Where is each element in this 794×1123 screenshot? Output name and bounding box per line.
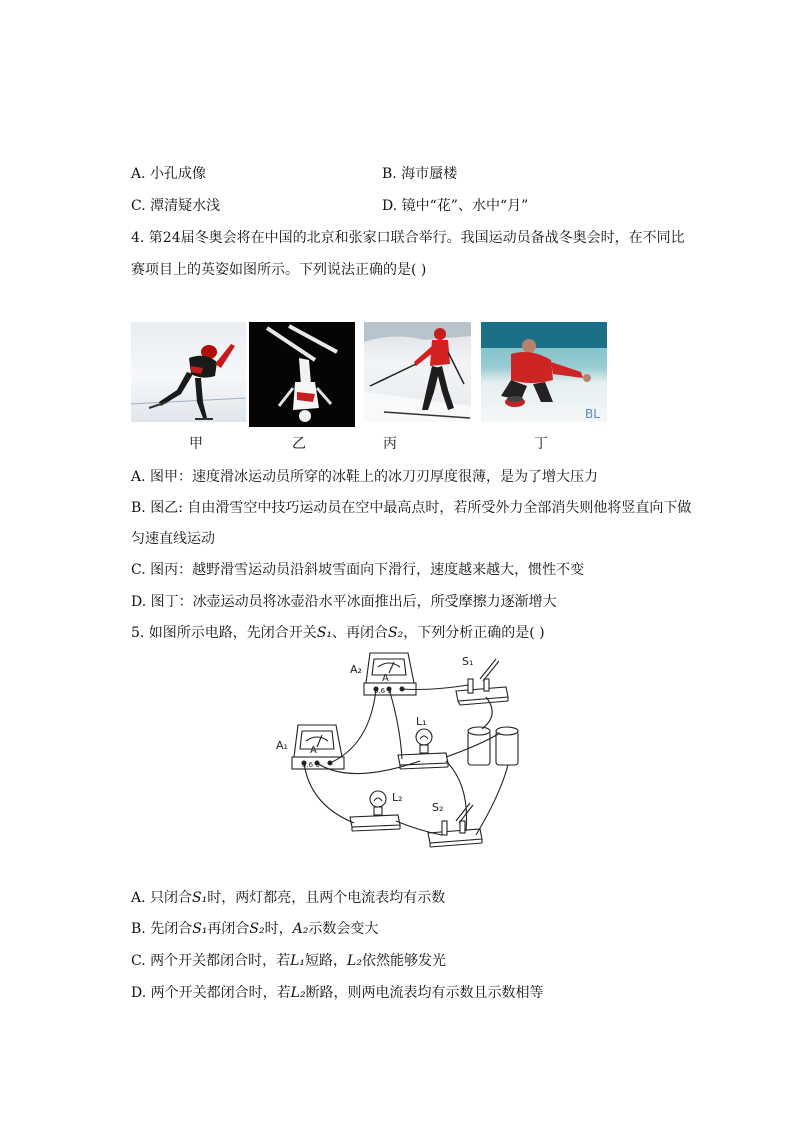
q5-stem-s2: S₂: [388, 625, 404, 641]
q5-stem-post: ，下列分析正确的是( ): [403, 625, 545, 641]
photo-speed-skating: [131, 322, 246, 422]
q5-stem: [131, 623, 545, 643]
label-a1: A₁: [276, 739, 288, 752]
a1-meter-label: A: [310, 745, 317, 756]
q5-a-var: S₁: [192, 890, 208, 906]
q5-b-var1: S₁: [192, 921, 208, 937]
a2-scale: 0.6 3: [374, 687, 392, 695]
q5-d-var: L₂: [290, 985, 306, 1001]
cross-country-skier-figure: [364, 322, 471, 422]
q4-option-c: C. 图丙：越野滑雪运动员沿斜坡雪面向下滑行，速度越来越大，惯性不变: [131, 562, 585, 578]
q5-b-pre: B. 先闭合: [131, 921, 193, 937]
caption-bing: 丙: [383, 436, 397, 452]
q5-c-var2: L₂: [347, 953, 362, 969]
q5-b-post: 示数会变大: [308, 921, 379, 937]
q5-stem-s1: S₁: [316, 625, 333, 641]
aerial-skier-figure: [249, 322, 355, 427]
q3-option-b: B. 海市蜃楼: [382, 166, 458, 182]
q4-option-d: D. 图丁：冰壶运动员将冰壶沿水平冰面推出后，所受摩擦力逐渐增大: [131, 594, 557, 610]
q5-option-b: [131, 919, 378, 939]
q4-option-b-line1: B. 图乙: 自由滑雪空中技巧运动员在空中最高点时，若所受外力全部消失则他将竖直向下做: [131, 500, 692, 516]
q5-option-a: [131, 888, 445, 908]
caption-ding: 丁: [534, 436, 548, 452]
q5-stem-mid: 、再闭合: [332, 625, 389, 641]
svg-text:BL: BL: [585, 407, 600, 421]
q5-d-post: 断路，则两电流表均有示数且示数相等: [305, 985, 544, 1001]
q5-stem-pre: 5. 如图所示电路，先闭合开关: [131, 625, 317, 641]
q3-option-a: A. 小孔成像: [131, 166, 207, 182]
photo-curling: [481, 322, 607, 422]
speed-skater-figure: [131, 322, 246, 422]
q4-option-a: A. 图甲：速度滑冰运动员所穿的冰鞋上的冰刀刃厚度很薄，是为了增大压力: [131, 469, 599, 485]
q5-c-pre: C. 两个开关都闭合时，若: [131, 953, 291, 969]
q5-b-var2: S₂: [249, 921, 265, 937]
label-l1: L₁: [416, 715, 427, 728]
q5-option-c: [131, 951, 446, 971]
circuit-diagram: [270, 645, 560, 860]
caption-yi: 乙: [292, 436, 306, 452]
q3-option-c: C. 潭清疑水浅: [131, 198, 221, 214]
caption-jia: 甲: [189, 436, 203, 452]
q5-d-pre: D. 两个开关都闭合时，若: [131, 985, 291, 1001]
q4-stem-line2: 赛项目上的英姿如图所示。下列说法正确的是( ): [131, 262, 427, 278]
q5-b-mid2: 时，: [264, 921, 293, 937]
q5-c-post: 依然能够发光: [361, 953, 446, 969]
q5-b-mid: 再闭合: [207, 921, 250, 937]
q5-b-var3: A₂: [292, 921, 309, 937]
q4-option-b-line2: 匀速直线运动: [131, 531, 215, 547]
a1-scale: 0.6 3: [302, 761, 320, 769]
q3-option-d: D. 镜中“花”、水中“月”: [382, 198, 529, 214]
lamp-l1: [398, 729, 448, 769]
curler-figure: [481, 322, 607, 422]
label-s2: S₂: [432, 801, 444, 814]
label-a2: A₂: [350, 663, 362, 676]
photo-aerial-skiing: [249, 322, 355, 427]
label-l2: L₂: [392, 791, 403, 804]
a2-meter-label: A: [382, 673, 389, 684]
label-s1: S₁: [462, 655, 474, 668]
photo-cross-country-skiing: [364, 322, 471, 422]
q5-c-mid: 短路，: [305, 953, 348, 969]
q5-c-var1: L₁: [290, 953, 306, 969]
q4-stem-line1: 4. 第24届冬奥会将在中国的北京和张家口联合举行。我国运动员备战冬奥会时，在不同比: [131, 230, 685, 246]
q5-option-d: [131, 983, 544, 1003]
q5-a-pre: A. 只闭合: [131, 890, 193, 906]
q5-a-post: 时，两灯都亮，且两个电流表均有示数: [207, 890, 446, 906]
